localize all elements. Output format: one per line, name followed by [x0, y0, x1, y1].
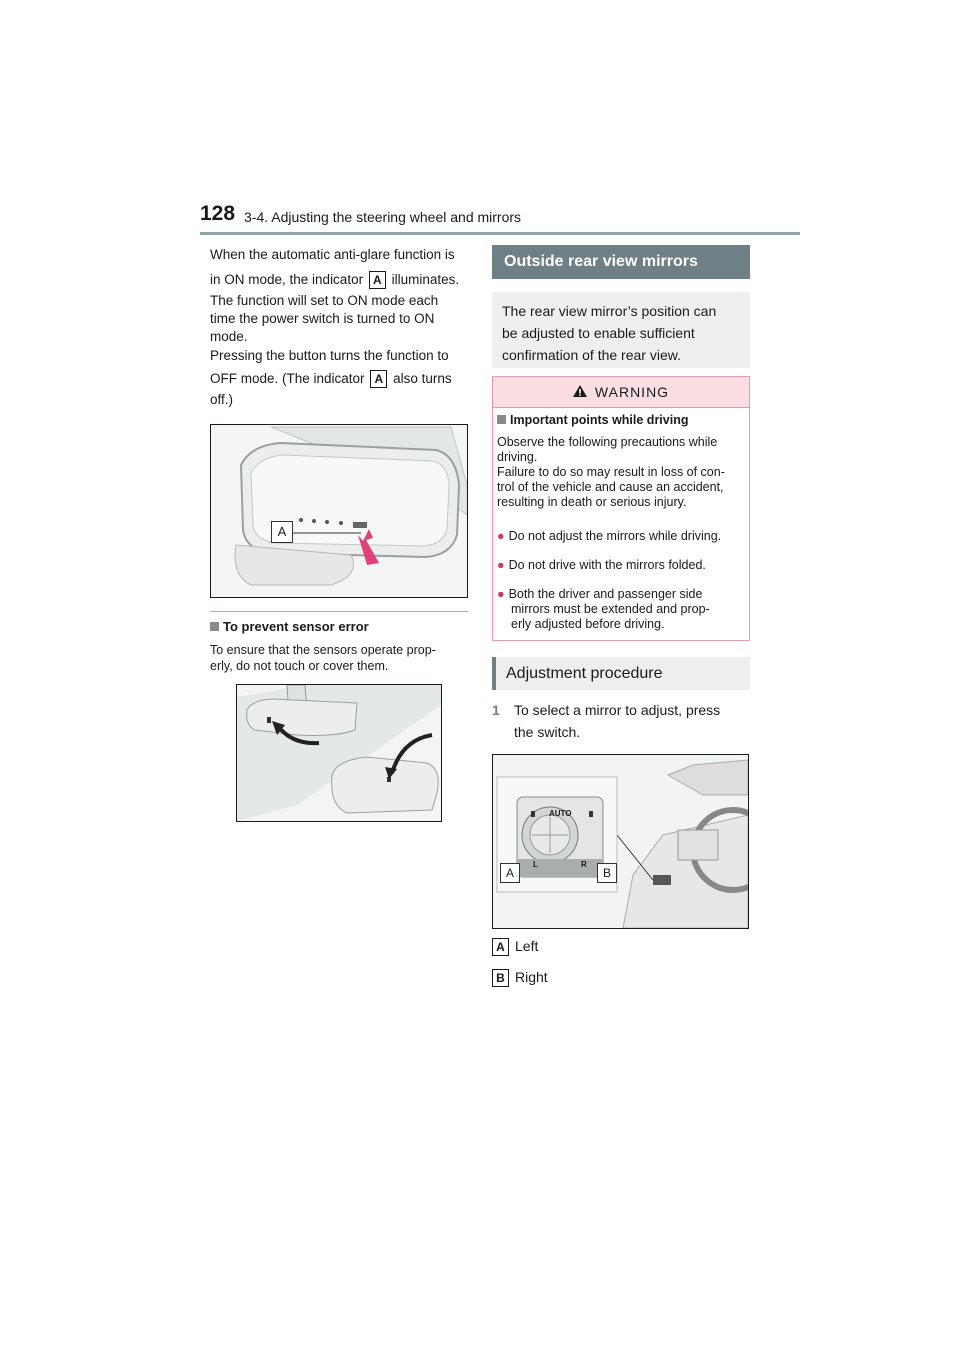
bullet-text: Both the driver and passenger side — [508, 587, 703, 601]
text-span: illuminates. — [391, 272, 460, 287]
text-line: the switch. — [514, 724, 581, 740]
bullet-text: Do not drive with the mirrors folded. — [508, 558, 706, 572]
text-line: erly adjusted before driving. — [511, 617, 665, 631]
sensor-text — [210, 642, 470, 674]
text-line: The rear view mirror’s position can — [502, 303, 717, 319]
text-line: confirmation of the rear view. — [502, 347, 681, 363]
text-line: driving. — [497, 450, 538, 464]
text-line: Observe the following precautions while — [497, 435, 718, 449]
warning-header — [493, 377, 749, 408]
outside-mirrors-title: Outside rear view mirrors — [492, 245, 750, 279]
sensor-figure — [236, 684, 442, 822]
indicator-badge: A — [369, 271, 386, 289]
text-line: Pressing the button turns the function to — [210, 348, 449, 363]
auto-label: AUTO — [549, 809, 572, 818]
square-bullet-icon — [497, 415, 506, 424]
warning-triangle-icon — [573, 377, 587, 407]
text-line — [210, 366, 470, 391]
text-line: be adjusted to enable sufficient — [502, 325, 695, 341]
bullet-dot-icon: ● — [497, 529, 505, 543]
inside-mirror-figure — [210, 424, 468, 598]
text-line: erly, do not touch or cover them. — [210, 659, 389, 673]
warning-box — [492, 376, 750, 641]
divider — [210, 611, 468, 612]
mirror-switch-illustration — [493, 755, 748, 928]
warning-subheading-text: Important points while driving — [510, 413, 689, 427]
intro-box — [492, 292, 750, 368]
step-number: 1 — [492, 702, 500, 718]
text-line: trol of the vehicle and cause an accident, — [497, 480, 724, 494]
text-line: When the automatic anti-glare function is — [210, 247, 455, 262]
warning-text — [497, 435, 747, 510]
text-line: To select a mirror to adjust, press — [514, 702, 721, 718]
figure-callout-a: A — [271, 521, 293, 543]
bullet-dot-icon: ● — [497, 587, 505, 601]
text-line: off.) — [210, 392, 234, 407]
bullet-dot-icon: ● — [497, 558, 505, 572]
text-line: time the power switch is turned to ON — [210, 311, 435, 326]
text-line: mirrors must be extended and prop- — [511, 602, 710, 616]
legend-text: Right — [515, 969, 548, 985]
text-span: OFF mode. (The indicator — [210, 371, 365, 386]
inside-mirror-illustration — [211, 425, 467, 597]
page-number: 128 — [200, 202, 236, 225]
warning-bullet — [497, 529, 721, 544]
adjustment-procedure-title: Adjustment procedure — [492, 657, 750, 690]
text-span: also turns — [393, 371, 452, 386]
legend-item-left — [492, 938, 538, 956]
warning-bullet — [497, 587, 747, 632]
callout-b: B — [597, 863, 617, 883]
anti-glare-paragraph — [210, 242, 470, 409]
section-title: 3-4. Adjusting the steering wheel and mirrors — [244, 209, 522, 225]
text-line: Failure to do so may result in loss of con- — [497, 465, 725, 479]
mirror-switch-figure — [492, 754, 749, 929]
indicator-badge: A — [370, 370, 387, 388]
switch-l-label: L — [533, 860, 538, 869]
warning-bullet — [497, 558, 706, 573]
header-rule — [200, 232, 800, 235]
switch-r-label: R — [581, 860, 587, 869]
text-line: The function will set to ON mode each — [210, 293, 439, 308]
square-bullet-icon — [210, 622, 219, 631]
sensor-heading — [210, 619, 369, 634]
text-line: resulting in death or serious injury. — [497, 495, 687, 509]
callout-a: A — [500, 863, 520, 883]
legend-badge: A — [492, 938, 509, 956]
sensor-illustration — [237, 685, 441, 821]
step-1 — [492, 699, 752, 743]
warning-subheading — [497, 413, 688, 427]
legend-item-right — [492, 969, 548, 987]
sensor-heading-text: To prevent sensor error — [223, 619, 369, 634]
text-line: mode. — [210, 329, 248, 344]
warning-title: WARNING — [594, 384, 670, 400]
text-line: To ensure that the sensors operate prop- — [210, 643, 436, 657]
text-line — [210, 267, 470, 292]
legend-badge: B — [492, 969, 509, 987]
text-span: in ON mode, the indicator — [210, 272, 364, 287]
legend-text: Left — [515, 938, 539, 954]
bullet-text: Do not adjust the mirrors while driving. — [508, 529, 722, 543]
